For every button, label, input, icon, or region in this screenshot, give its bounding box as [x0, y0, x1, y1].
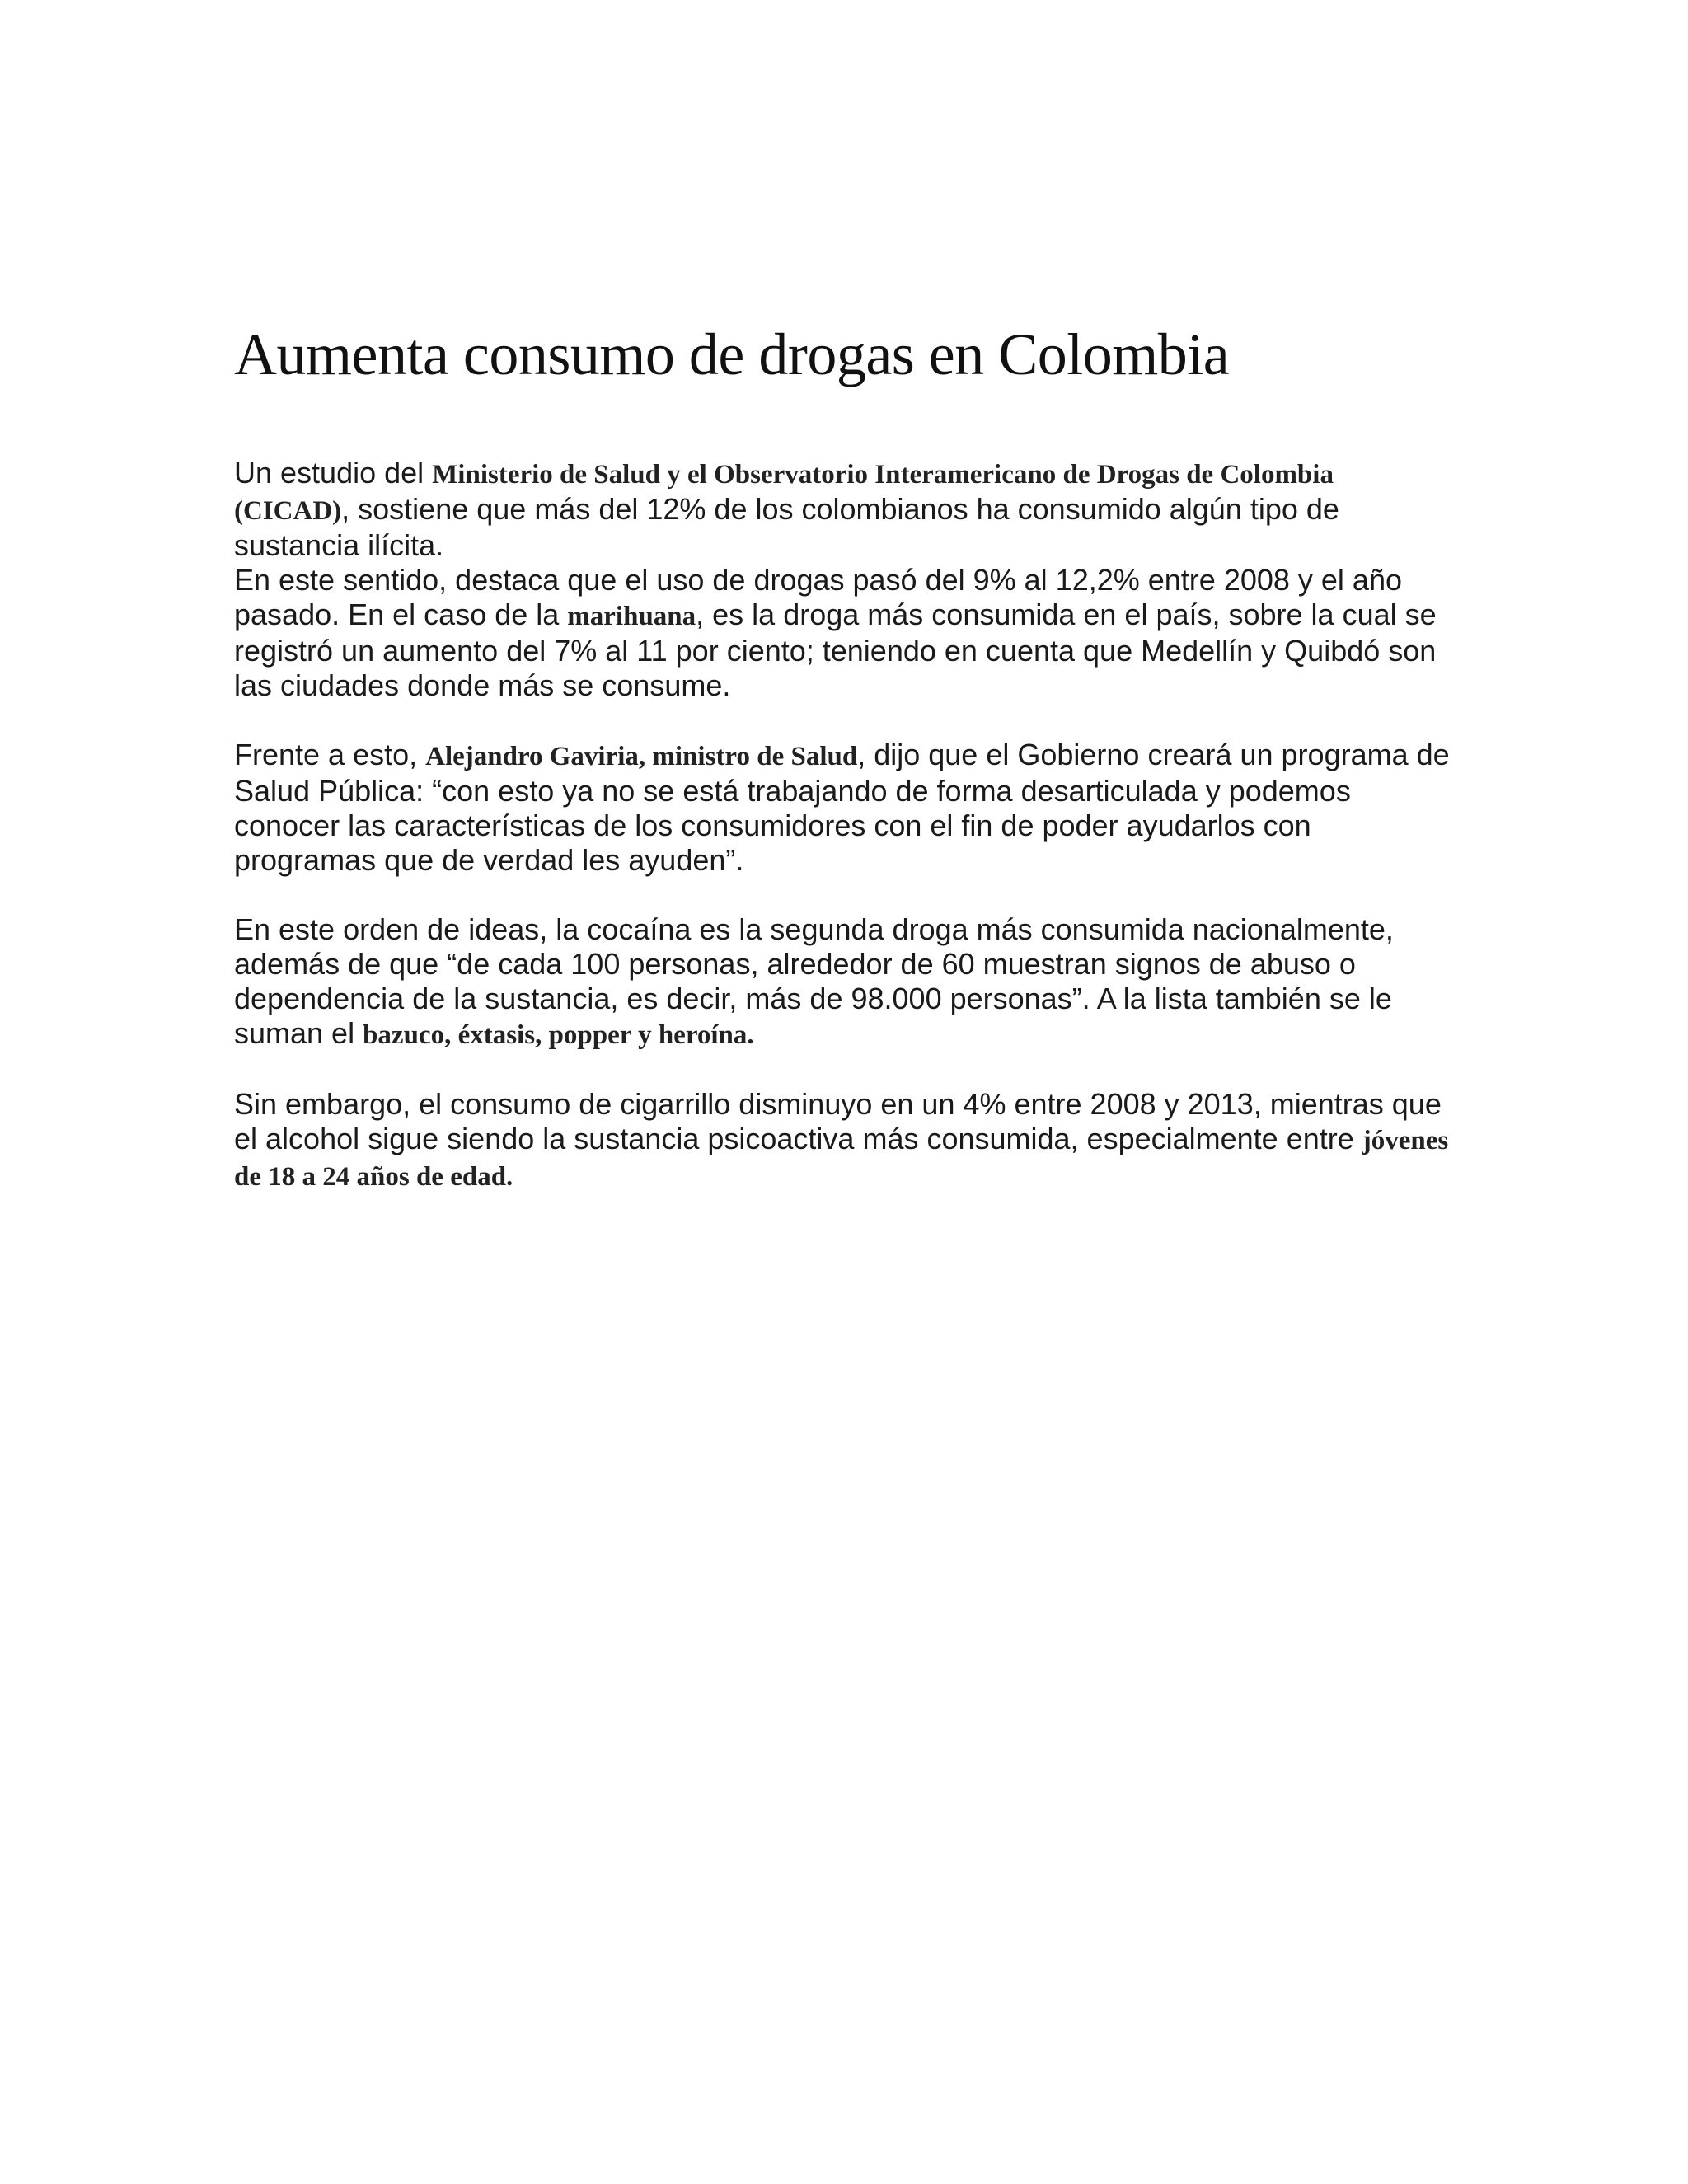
paragraph-1-emphasis: Ministerio de Salud y el Observatorio Interamericano de Drogas de Colombia (CICAD) — [234, 460, 1334, 526]
paragraph-5-emphasis: jóvenes de 18 a 24 años de edad. — [234, 1126, 1449, 1192]
paragraph-1-text-a: Un estudio del — [234, 456, 433, 490]
paragraph-2 — [234, 563, 1454, 703]
paragraph-2-text-b: , es la droga más consumida en el país, sobre la cual se registró un aumento del 7% al 11 por ciento; teniendo en cuenta que Medellín y Quibdó son las ciudades donde más se consume. — [234, 598, 1437, 702]
document-body — [234, 456, 1454, 1194]
paragraph-4-text-a: En este orden de ideas, la cocaína es la segunda droga más consumida nacionalmente, además de que “de cada 100 personas, alrededor de 60 muestran signos de abuso o dependencia de la sustancia, es decir, más de 98.000 personas”. A la lista también se le suman el — [234, 912, 1394, 1050]
paragraph-4 — [234, 912, 1454, 1052]
paragraph-3-text-a: Frente a esto, — [234, 738, 426, 771]
paragraph-2-text-a: En este sentido, destaca que el uso de drogas pasó del 9% al 12,2% entre 2008 y el año pasado. En el caso de la — [234, 563, 1402, 631]
paragraph-3-emphasis: Alejandro Gaviria, ministro de Salud — [425, 742, 858, 771]
paragraph-5-text-a: Sin embargo, el consumo de cigarrillo disminuyo en un 4% entre 2008 y 2013, mientras que el alcohol sigue siendo la sustancia psicoactiva más consumida, especialmente entre — [234, 1087, 1442, 1155]
paragraph-2-emphasis: marihuana — [567, 602, 696, 631]
document-title: Aumenta consumo de drogas en Colombia — [234, 321, 1230, 387]
paragraph-1-text-b: , sostiene que más del 12% de los colombianos ha consumido algún tipo de sustancia ilícita. — [234, 492, 1339, 562]
paragraph-5 — [234, 1087, 1454, 1194]
paragraph-3-text-b: , dijo que el Gobierno creará un programa de Salud Pública: “con esto ya no se está trabajando de forma desarticulada y podemos conocer las características de los consumidores con el fin de poder ayudarlos con programas que de verdad les ayuden”. — [234, 738, 1450, 877]
paragraph-3 — [234, 738, 1454, 878]
paragraph-1 — [234, 456, 1454, 563]
paragraph-4-emphasis: bazuco, éxtasis, popper y heroína. — [363, 1020, 754, 1050]
